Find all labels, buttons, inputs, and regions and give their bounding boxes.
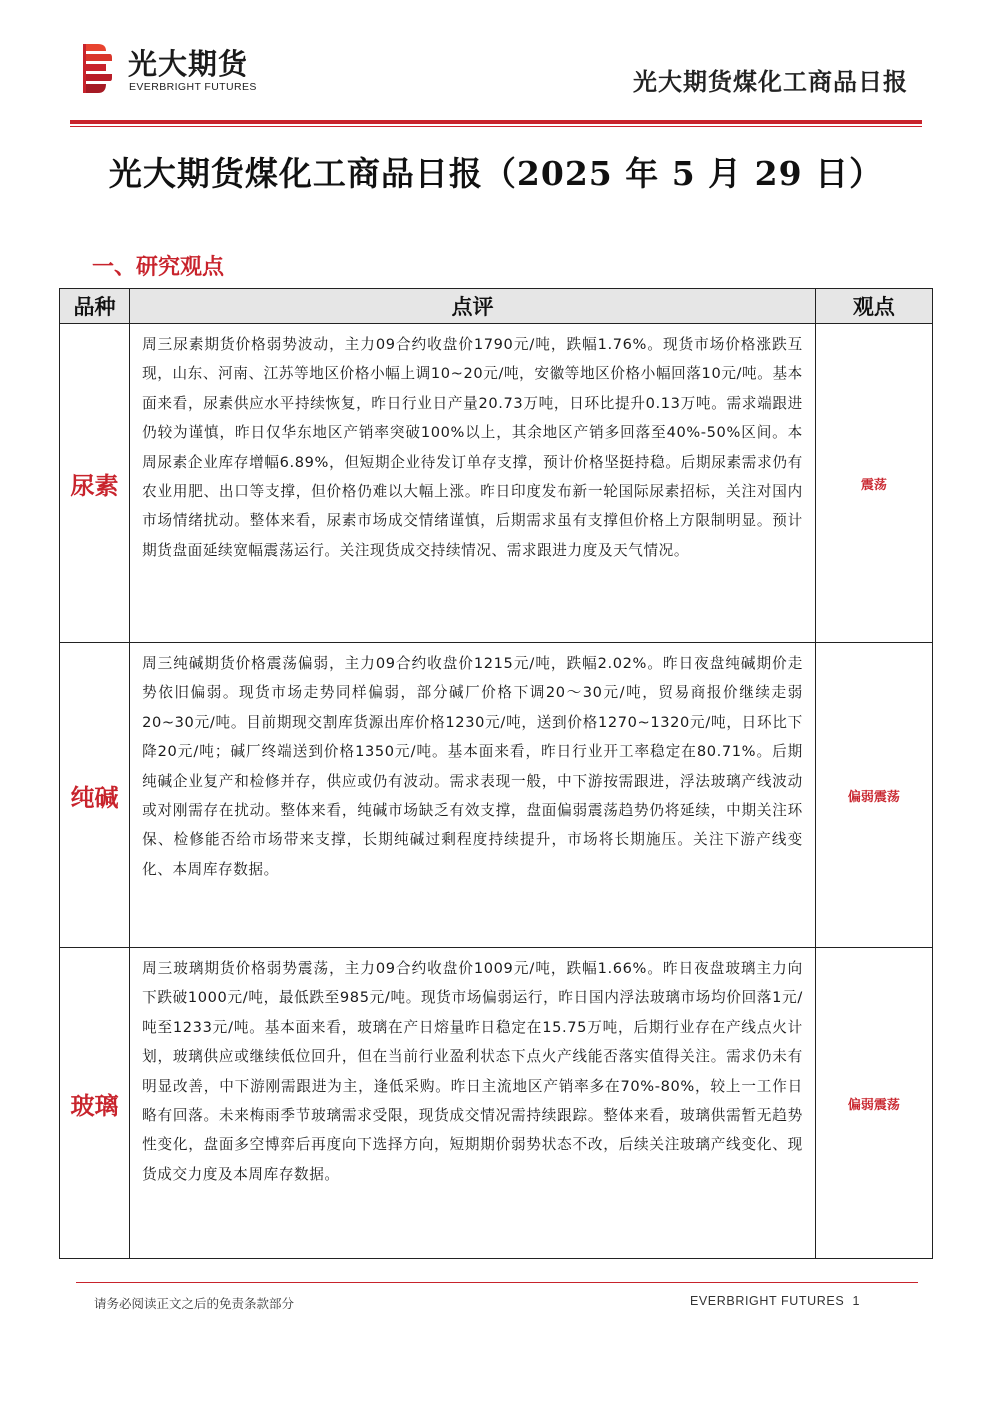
brand-name-cn: 光大期货: [128, 47, 249, 81]
view-cell: 偏弱震荡: [815, 948, 932, 1259]
footer-disclaimer: 请务必阅读正文之后的免责条款部分: [94, 1296, 295, 1311]
comment-cell: 周三纯碱期货价格震荡偏弱，主力09合约收盘价1215元/吨，跌幅2.02%。昨日夜盘纯碱期价走势依旧偏弱。现货市场走势同样偏弱，部分碱厂价格下调20～30元/吨，贸易商报价继续走弱20~30元/吨。目前期现交割库货源出库价格1230元/吨，送到价格1270~1320元/吨，日环比下降20元/吨；碱厂终端送到价格1350元/吨。基本面来看，昨日行业开工率稳定在80.71%。后期纯碱企业复产和检修并存，供应或仍有波动。需求表现一般，中下游按需跟进，浮法玻璃产线波动或对刚需存在扰动。整体来看，纯碱市场缺乏有效支撑，盘面偏弱震荡趋势仍将延续，中期关注环保、检修能否给市场带来支撑，长期纯碱过剩程度持续提升，市场将长期施压。关注下游产线变化、本周库存数据。: [130, 643, 816, 948]
table-row: [60, 948, 933, 1259]
footer-company: EVERBRIGHT FUTURES: [689, 1294, 845, 1308]
header-divider-thin: [70, 126, 922, 127]
table-row: [60, 643, 933, 948]
header-comment: 点评: [130, 289, 816, 324]
view-cell: 震荡: [815, 324, 932, 643]
everbright-logo-icon: [76, 42, 116, 96]
header-view: 观点: [815, 289, 932, 324]
header-divider: [70, 120, 922, 124]
brand-name-en: EVERBRIGHT FUTURES: [129, 81, 257, 93]
variety-cell: 纯碱: [60, 643, 130, 948]
document-title: 光大期货煤化工商品日报（2025 年 5 月 29 日）: [108, 154, 884, 193]
brand-logo: [76, 40, 276, 100]
comment-cell: 周三玻璃期货价格弱势震荡，主力09合约收盘价1009元/吨，跌幅1.66%。昨日夜盘玻璃主力向下跌破1000元/吨，最低跌至985元/吨。现货市场偏弱运行，昨日国内浮法玻璃市场均价回落1元/吨至1233元/吨。基本面来看，玻璃在产日熔量昨日稳定在15.75万吨，后期行业存在产线点火计划，玻璃供应或继续低位回升，但在当前行业盈利状态下点火产线能否落实值得关注。需求仍未有明显改善，中下游刚需跟进为主，逢低采购。昨日主流地区产销率多在70%-80%，较上一工作日略有回落。未来梅雨季节玻璃需求受限，现货成交情况需持续跟踪。整体来看，玻璃供需暂无趋势性变化，盘面多空博弈后再度向下选择方向，短期期价弱势状态不改，后续关注玻璃产线变化、现货成交力度及本周库存数据。: [130, 948, 816, 1259]
variety-cell: 尿素: [60, 324, 130, 643]
research-view-table: [59, 288, 933, 1259]
footer-company-page: [690, 1294, 860, 1308]
section-title: 一、研究观点: [92, 254, 225, 280]
variety-cell: 玻璃: [60, 948, 130, 1259]
comment-cell: 周三尿素期货价格弱势波动，主力09合约收盘价1790元/吨，跌幅1.76%。现货市场价格涨跌互现，山东、河南、江苏等地区价格小幅上调10~20元/吨，安徽等地区价格小幅回落10元/吨。基本面来看，尿素供应水平持续恢复，昨日行业日产量20.73万吨，日环比提升0.13万吨。需求端跟进仍较为谨慎，昨日仅华东地区产销率突破100%以上，其余地区产销多回落至40%-50%区间。本周尿素企业库存增幅6.89%，但短期企业待发订单存支撑，预计价格坚挺持稳。后期尿素需求仍有农业用肥、出口等支撑，但价格仍难以大幅上涨。昨日印度发布新一轮国际尿素招标，关注对国内市场情绪扰动。整体来看，尿素市场成交情绪谨慎，后期需求虽有支撑但价格上方限制明显。预计期货盘面延续宽幅震荡运行。关注现货成交持续情况、需求跟进力度及天气情况。: [130, 324, 816, 643]
table-row: [60, 324, 933, 643]
view-cell: 偏弱震荡: [815, 643, 932, 948]
header-variety: 品种: [60, 289, 130, 324]
footer-divider: [76, 1282, 918, 1283]
header-report-name: 光大期货煤化工商品日报: [633, 67, 908, 96]
page-number: 1: [852, 1294, 860, 1308]
table-header-row: [60, 289, 933, 324]
